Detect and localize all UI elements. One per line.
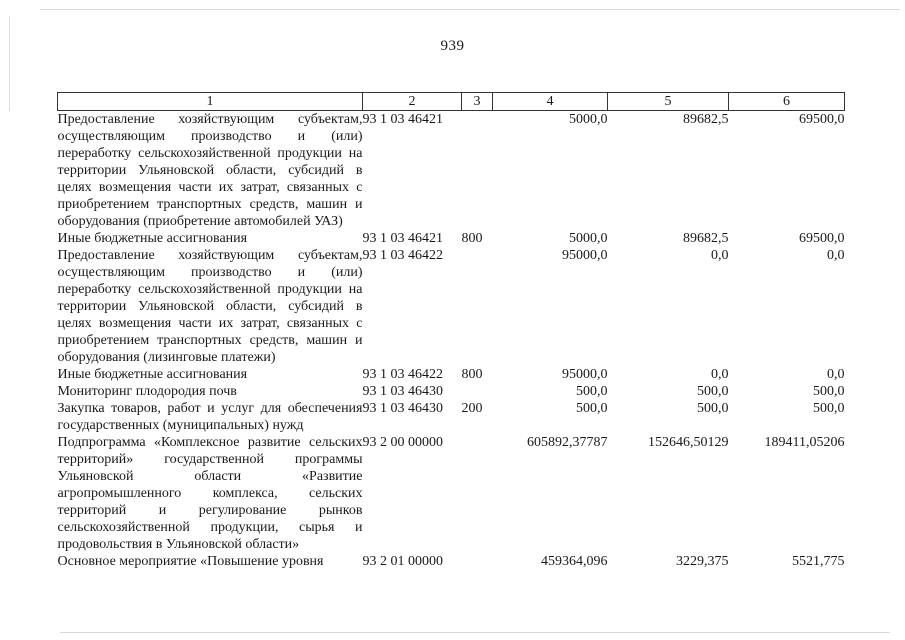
row-value-3: 189411,05206 [764,435,845,450]
row-expense-type [462,247,493,366]
page-number: 939 [440,38,465,54]
row-code: 93 1 03 46422 [362,367,443,382]
row-name: Подпрограмма «Комплексное развитие сельских территорий» государственной программы Ульяновской области «Развитие агропромышленного комплекса, сельских территорий и регулирование рынков сельскохозяйственной продукции, сырья и продовольствия в Ульяновской области» [57,435,363,552]
table-row [58,247,845,366]
table-row [58,434,845,553]
row-expense-type: 800 [461,367,483,382]
row-expense-type: 800 [461,231,483,246]
row-value-2: 89682,5 [683,112,729,127]
row-value-1: 5000,0 [569,231,608,246]
row-value-2: 0,0 [711,367,729,382]
row-value-2: 3229,375 [676,554,729,569]
row-value-2: 500,0 [697,384,729,399]
row-value-1: 5000,0 [569,112,608,127]
row-name: Предоставление хозяйствующим субъектам, осуществляющим производство и (или) переработку сельскохозяйственной продукции на территории Ульяновской области, субсидий в целях возмещения части их затрат, связанных с приобретением транспортных средств, машин и оборудования (лизинговые платежи) [57,248,363,365]
header-col-3: 3 [462,93,493,111]
row-expense-type [462,553,493,570]
table-row [58,553,845,570]
row-expense-type: 200 [461,401,483,416]
table-row [58,111,845,231]
row-code: 93 1 03 46421 [362,231,443,246]
row-name: Мониторинг плодородия почв [57,384,237,399]
table-row [58,230,845,247]
row-value-3: 500,0 [813,401,845,416]
row-value-1: 95000,0 [562,248,608,263]
row-name: Основное мероприятие «Повышение уровня [57,554,324,569]
row-value-2: 500,0 [697,401,729,416]
row-expense-type [462,111,493,231]
table-row [58,400,845,434]
row-value-3: 0,0 [827,248,845,263]
header-row [58,93,845,111]
row-value-1: 500,0 [576,384,608,399]
row-name: Иные бюджетные ассигнования [57,367,248,382]
table-row [58,383,845,400]
row-value-3: 5521,775 [792,554,845,569]
row-code: 93 1 03 46421 [362,112,443,127]
row-name: Закупка товаров, работ и услуг для обеспечения государственных (муниципальных) нужд [57,401,363,433]
row-value-2: 0,0 [711,248,729,263]
header-col-6: 6 [729,93,845,111]
row-value-3: 69500,0 [799,112,845,127]
row-value-1: 459364,096 [541,554,608,569]
row-expense-type [462,434,493,553]
scan-edge-line-top [40,9,900,10]
row-code: 93 1 03 46430 [362,384,443,399]
row-name: Предоставление хозяйствующим субъектам, осуществляющим производство и (или) переработку сельскохозяйственной продукции на территории Ульяновской области, субсидий в целях возмещения части их затрат, связанных с приобретением транспортных средств, машин и оборудования (приобретение автомобилей УАЗ) [57,112,363,229]
row-value-1: 605892,37787 [527,435,608,450]
row-expense-type [462,383,493,400]
table-row [58,366,845,383]
row-code: 93 1 03 46430 [362,401,443,416]
row-value-1: 95000,0 [562,367,608,382]
row-value-1: 500,0 [576,401,608,416]
row-code: 93 2 00 00000 [362,435,443,450]
row-value-2: 152646,50129 [648,435,729,450]
header-col-2: 2 [363,93,462,111]
header-col-5: 5 [608,93,729,111]
row-value-3: 0,0 [827,367,845,382]
row-value-3: 69500,0 [799,231,845,246]
row-value-3: 500,0 [813,384,845,399]
row-value-2: 89682,5 [683,231,729,246]
scan-edge-line-bottom [60,632,890,633]
row-code: 93 1 03 46422 [362,248,443,263]
row-code: 93 2 01 00000 [362,554,443,569]
budget-table [57,92,845,570]
header-col-1: 1 [58,93,363,111]
row-name: Иные бюджетные ассигнования [57,231,248,246]
scan-edge-line-left [9,16,10,111]
header-col-4: 4 [493,93,608,111]
